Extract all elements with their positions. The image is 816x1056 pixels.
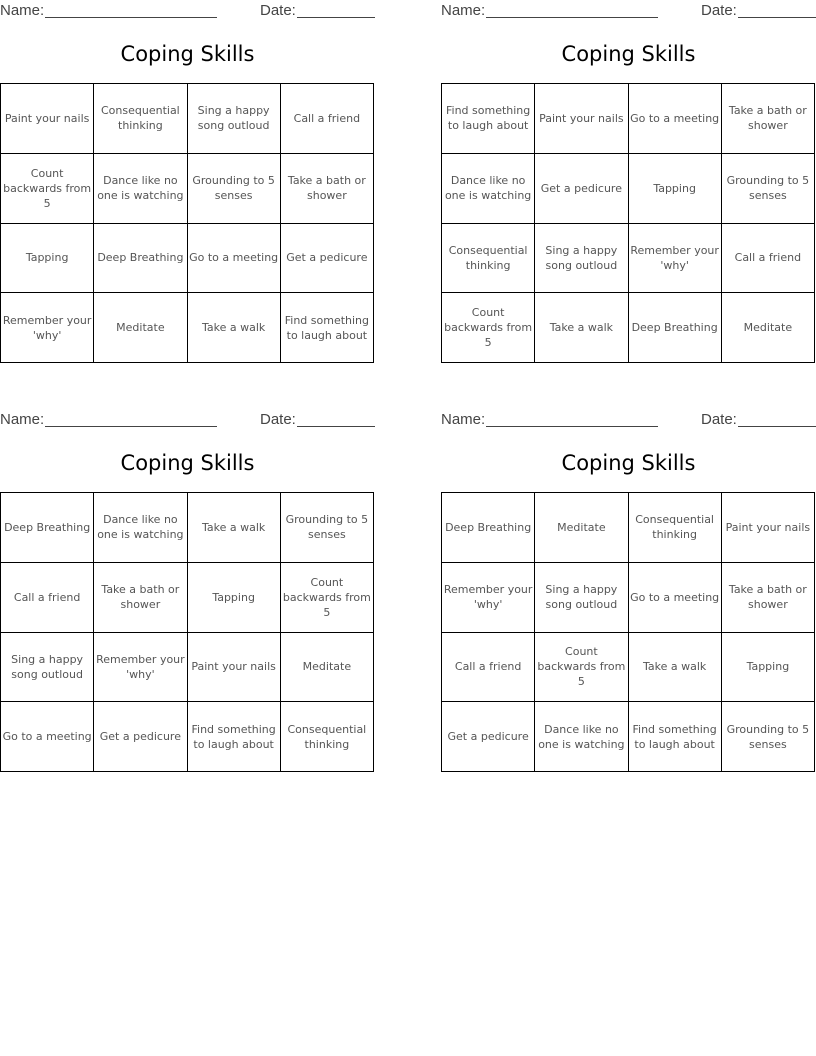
bingo-card-3 — [0, 409, 375, 751]
bingo-cell: Remember your 'why' — [629, 224, 722, 294]
bingo-cell: Sing a happy song outloud — [535, 563, 628, 633]
bingo-cell: Consequential thinking — [629, 493, 722, 563]
bingo-grid — [441, 83, 815, 363]
bingo-cell: Call a friend — [1, 563, 94, 633]
bingo-cell: Call a friend — [722, 224, 815, 294]
bingo-cell: Tapping — [188, 563, 281, 633]
bingo-cell: Deep Breathing — [629, 293, 722, 363]
bingo-cell: Go to a meeting — [629, 563, 722, 633]
bingo-card-4 — [441, 409, 816, 751]
bingo-cell: Get a pedicure — [94, 702, 187, 772]
date-field[interactable] — [738, 17, 816, 18]
bingo-grid — [441, 492, 815, 772]
bingo-cell: Count backwards from 5 — [1, 154, 94, 224]
bingo-cell: Remember your 'why' — [94, 633, 187, 703]
bingo-cell: Paint your nails — [722, 493, 815, 563]
bingo-cell: Find something to laugh about — [188, 702, 281, 772]
bingo-cell: Meditate — [281, 633, 374, 703]
bingo-cell: Find something to laugh about — [629, 702, 722, 772]
bingo-cell: Get a pedicure — [535, 154, 628, 224]
date-field[interactable] — [297, 17, 375, 18]
name-field[interactable] — [486, 17, 658, 18]
bingo-cell: Take a walk — [188, 293, 281, 363]
bingo-cell: Remember your 'why' — [442, 563, 535, 633]
bingo-card-2 — [441, 0, 816, 350]
bingo-cell: Meditate — [94, 293, 187, 363]
name-label: Name: — [441, 2, 486, 19]
bingo-cell: Get a pedicure — [281, 224, 374, 294]
bingo-cell: Consequential thinking — [281, 702, 374, 772]
date-field[interactable] — [297, 426, 375, 427]
card-header — [441, 0, 816, 22]
bingo-cell: Take a bath or shower — [722, 84, 815, 154]
bingo-cell: Take a walk — [535, 293, 628, 363]
bingo-cell: Grounding to 5 senses — [188, 154, 281, 224]
bingo-cell: Call a friend — [281, 84, 374, 154]
card-title: Coping Skills — [561, 42, 696, 66]
bingo-cell: Grounding to 5 senses — [722, 702, 815, 772]
bingo-cell: Take a bath or shower — [722, 563, 815, 633]
bingo-cell: Tapping — [629, 154, 722, 224]
card-title: Coping Skills — [120, 42, 255, 66]
bingo-cell: Paint your nails — [1, 84, 94, 154]
name-label: Name: — [0, 2, 45, 19]
bingo-cell: Deep Breathing — [94, 224, 187, 294]
bingo-cell: Dance like no one is watching — [442, 154, 535, 224]
bingo-cell: Go to a meeting — [188, 224, 281, 294]
bingo-grid — [0, 492, 374, 772]
card-header — [0, 409, 375, 431]
bingo-cell: Dance like no one is watching — [535, 702, 628, 772]
bingo-cell: Find something to laugh about — [281, 293, 374, 363]
name-field[interactable] — [45, 17, 217, 18]
bingo-cell: Take a bath or shower — [94, 563, 187, 633]
bingo-cell: Take a bath or shower — [281, 154, 374, 224]
date-label: Date: — [701, 2, 737, 19]
name-label: Name: — [0, 411, 45, 428]
bingo-cell: Count backwards from 5 — [281, 563, 374, 633]
bingo-cell: Meditate — [535, 493, 628, 563]
bingo-cell: Go to a meeting — [629, 84, 722, 154]
bingo-cell: Find something to laugh about — [442, 84, 535, 154]
bingo-cell: Sing a happy song outloud — [188, 84, 281, 154]
bingo-cell: Sing a happy song outloud — [535, 224, 628, 294]
bingo-cell: Grounding to 5 senses — [281, 493, 374, 563]
bingo-cell: Deep Breathing — [1, 493, 94, 563]
bingo-cell: Deep Breathing — [442, 493, 535, 563]
card-header — [441, 409, 816, 431]
card-header — [0, 0, 375, 22]
date-label: Date: — [260, 411, 296, 428]
bingo-cell: Paint your nails — [188, 633, 281, 703]
bingo-cell: Count backwards from 5 — [535, 633, 628, 703]
bingo-cell: Dance like no one is watching — [94, 154, 187, 224]
bingo-cell: Count backwards from 5 — [442, 293, 535, 363]
name-label: Name: — [441, 411, 486, 428]
bingo-cell: Consequential thinking — [94, 84, 187, 154]
date-label: Date: — [701, 411, 737, 428]
bingo-cell: Take a walk — [629, 633, 722, 703]
date-field[interactable] — [738, 426, 816, 427]
bingo-cell: Take a walk — [188, 493, 281, 563]
date-label: Date: — [260, 2, 296, 19]
bingo-cell: Remember your 'why' — [1, 293, 94, 363]
bingo-cell: Meditate — [722, 293, 815, 363]
bingo-cell: Tapping — [722, 633, 815, 703]
card-title: Coping Skills — [561, 451, 696, 475]
bingo-cell: Paint your nails — [535, 84, 628, 154]
bingo-cell: Grounding to 5 senses — [722, 154, 815, 224]
bingo-cell: Get a pedicure — [442, 702, 535, 772]
bingo-cell: Dance like no one is watching — [94, 493, 187, 563]
bingo-cell: Sing a happy song outloud — [1, 633, 94, 703]
name-field[interactable] — [486, 426, 658, 427]
name-field[interactable] — [45, 426, 217, 427]
bingo-cell: Go to a meeting — [1, 702, 94, 772]
bingo-cell: Consequential thinking — [442, 224, 535, 294]
bingo-cell: Tapping — [1, 224, 94, 294]
bingo-grid — [0, 83, 374, 363]
bingo-card-1 — [0, 0, 375, 342]
card-title: Coping Skills — [120, 451, 255, 475]
bingo-cell: Call a friend — [442, 633, 535, 703]
